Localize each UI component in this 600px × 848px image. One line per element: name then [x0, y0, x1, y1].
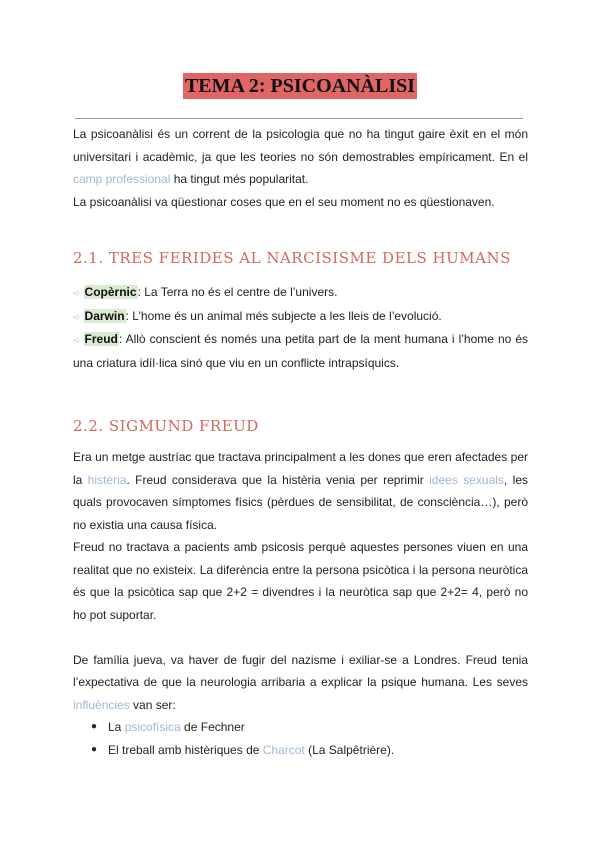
item-text: : L’home és un animal més subjecte a les lleis de l’evolució.	[125, 308, 442, 323]
page-title: TEMA 2: PSICOANÀLISI	[184, 75, 416, 97]
link-idees-sexuals[interactable]: idees sexuals	[429, 472, 504, 487]
list-item	[73, 281, 528, 305]
p1-text-c: , les quals provocaven símptomes físics (pèrdues de sensibilitat, de consciència…), però no existia una causa física.	[73, 472, 528, 532]
bullet-icon: ●	[91, 721, 98, 732]
freud-paragraph-3	[73, 649, 528, 717]
intro-text-2: ha tingut més popularitat.	[170, 172, 309, 186]
item-text: : Allò conscient és només una petita part de la ment humana i l’home no és una criatura idíl·lica sinó que viu en un conflicte intrapsíquics.	[73, 332, 528, 370]
item-text-a: El treball amb histèriques de	[108, 742, 263, 757]
influences-list	[73, 716, 528, 761]
list-item	[73, 328, 528, 374]
list-item	[73, 305, 528, 329]
section1-list	[73, 281, 528, 374]
p3-text-a: De família jueva, va haver de fugir del nazisme i exiliar-se a Londres. Freud tenia l’expectativa de que la neurologia arribaria a explicar la psique humana. Les seves	[73, 652, 528, 689]
term-copernic: Copèrnic	[84, 285, 137, 299]
intro-paragraph-1	[73, 123, 528, 191]
title-divider	[75, 118, 523, 119]
item-text-b: de Fechner	[180, 720, 245, 734]
list-item	[73, 716, 528, 739]
item-text-b: (La Salpêtrière).	[304, 742, 395, 757]
link-camp-professional[interactable]: camp professional	[73, 172, 171, 186]
arrow-bullet-icon: ➪	[73, 335, 81, 345]
title-wrap	[0, 73, 600, 99]
intro-text	[73, 123, 528, 213]
list-item	[73, 739, 528, 762]
link-influencies[interactable]: influències	[73, 697, 130, 712]
section-heading-1: 2.1. TRES FERIDES AL NARCISISME DELS HUMANS	[73, 249, 511, 267]
arrow-bullet-icon: ➪	[73, 288, 81, 298]
p1-text-b: . Freud considerava que la histèria venia per reprimir	[126, 472, 430, 487]
p3-text-b: van ser:	[129, 697, 176, 712]
section2-text	[73, 446, 528, 761]
item-text: : La Terra no és el centre de l’univers.	[137, 285, 338, 299]
link-psicofisica[interactable]: psicofísica	[124, 720, 181, 734]
term-freud: Freud	[84, 332, 118, 346]
freud-paragraph-1	[73, 446, 528, 536]
arrow-bullet-icon: ➪	[73, 311, 81, 322]
p1-text-a: Era un metge austríac que tractava principalment a les dones que eren afectades per la	[73, 450, 528, 487]
item-text-a: La	[108, 720, 125, 734]
term-darwin: Darwin	[84, 308, 125, 323]
section-heading-2: 2.2. SIGMUND FREUD	[73, 417, 259, 435]
intro-text-1: La psicoanàlisi és un corrent de la psicologia que no ha tingut gaire èxit en el món universitari i acadèmic, ja que les teories no són demostrables empíricament. En el	[73, 127, 528, 164]
intro-paragraph-2: La psicoanàlisi va qüestionar coses que en el seu moment no es qüestionaven.	[73, 194, 495, 209]
link-charcot[interactable]: Charcot	[262, 742, 305, 757]
blank-line	[73, 626, 528, 649]
link-histeria[interactable]: histèria	[87, 472, 127, 487]
bullet-icon: ●	[91, 743, 98, 755]
freud-paragraph-2: Freud no tractava a pacients amb psicosis perquè aquestes persones viuen en una realitat que no existeix. La diferència entre la persona psicòtica i la persona neuròtica és que la psicòtica sap que 2+2 = divendres i la neuròtica sap que 2+2= 4, però no ho pot suportar.	[73, 540, 528, 622]
